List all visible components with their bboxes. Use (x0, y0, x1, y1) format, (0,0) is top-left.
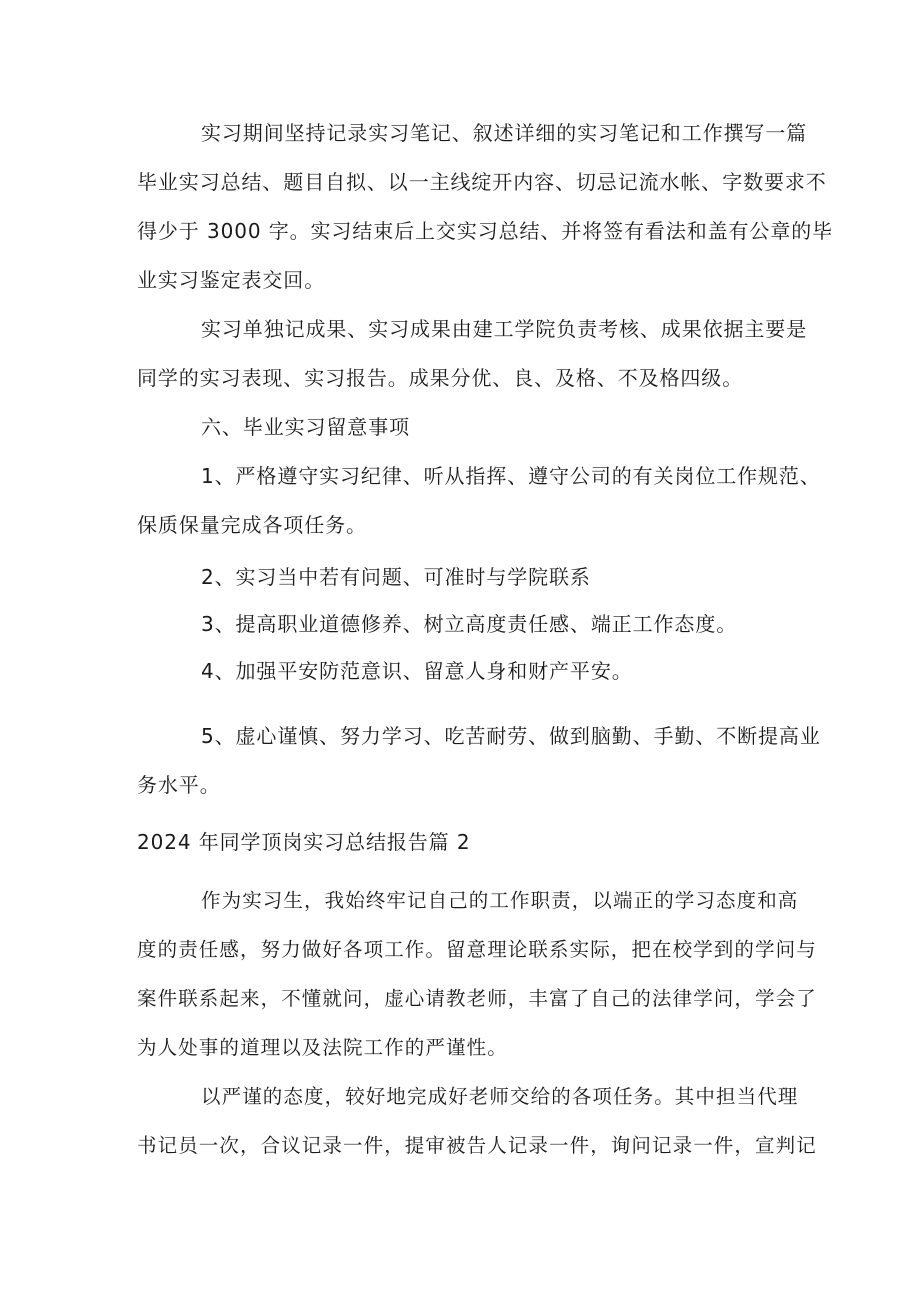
section-heading-six: 六、毕业实习留意事项 (201, 415, 410, 439)
para-intern-duties-line-3: 案件联系起来，不懂就问，虚心请教老师，丰富了自己的法律学问，学会了 (137, 987, 817, 1010)
article-title: 2024 年同学顶岗实习总结报告篇 2 (137, 830, 471, 854)
para-notes-summary-line-2: 毕业实习总结、题目自拟、以一主线绽开内容、切忌记流水帐、字数要求不 (137, 170, 827, 194)
item-2: 2、实习当中若有问题、可准时与学院联系 (201, 565, 591, 589)
item-3: 3、提高职业道德修养、树立高度责任感、端正工作态度。 (201, 612, 738, 636)
para-notes-summary-line-1: 实习期间坚持记录实习笔记、叙述详细的实习笔记和工作撰写一篇 (201, 121, 808, 145)
para-notes-summary-line-4: 业实习鉴定表交回。 (137, 268, 326, 292)
para-tasks-line-2: 书记员一次，合议记录一件，提审被告人记录一件，询问记录一件，宣判记 (137, 1134, 817, 1157)
item-1-line-2: 保质保量完成各项任务。 (137, 513, 367, 537)
para-grading-line-1: 实习单独记成果、实习成果由建工学院负责考核、成果依据主要是 (201, 317, 808, 341)
para-tasks-line-1: 以严谨的态度，较好地完成好老师交给的各项任务。其中担当代理 (201, 1085, 799, 1108)
para-intern-duties-line-4: 为人处事的道理以及法院工作的严谨性。 (137, 1036, 508, 1059)
para-notes-summary-line-3: 得少于 3000 字。实习结束后上交实习总结、并将签有看法和盖有公章的毕 (137, 219, 834, 243)
item-5-line-1: 5、虚心谨慎、努力学习、吃苦耐劳、做到脑勤、手勤、不断提高业 (201, 724, 821, 748)
para-intern-duties-line-2: 度的责任感，努力做好各项工作。留意理论联系实际，把在校学到的学问与 (137, 938, 817, 961)
para-intern-duties-line-1: 作为实习生，我始终牢记自己的工作职责，以端正的学习态度和高 (201, 889, 799, 912)
item-5-line-2: 务水平。 (137, 773, 221, 797)
item-4: 4、加强平安防范意识、留意人身和财产平安。 (201, 659, 633, 683)
item-1-line-1: 1、严格遵守实习纪律、听从指挥、遵守公司的有关岗位工作规范、 (201, 464, 821, 488)
para-grading-line-2: 同学的实习表现、实习报告。成果分优、良、及格、不及格四级。 (137, 366, 744, 390)
